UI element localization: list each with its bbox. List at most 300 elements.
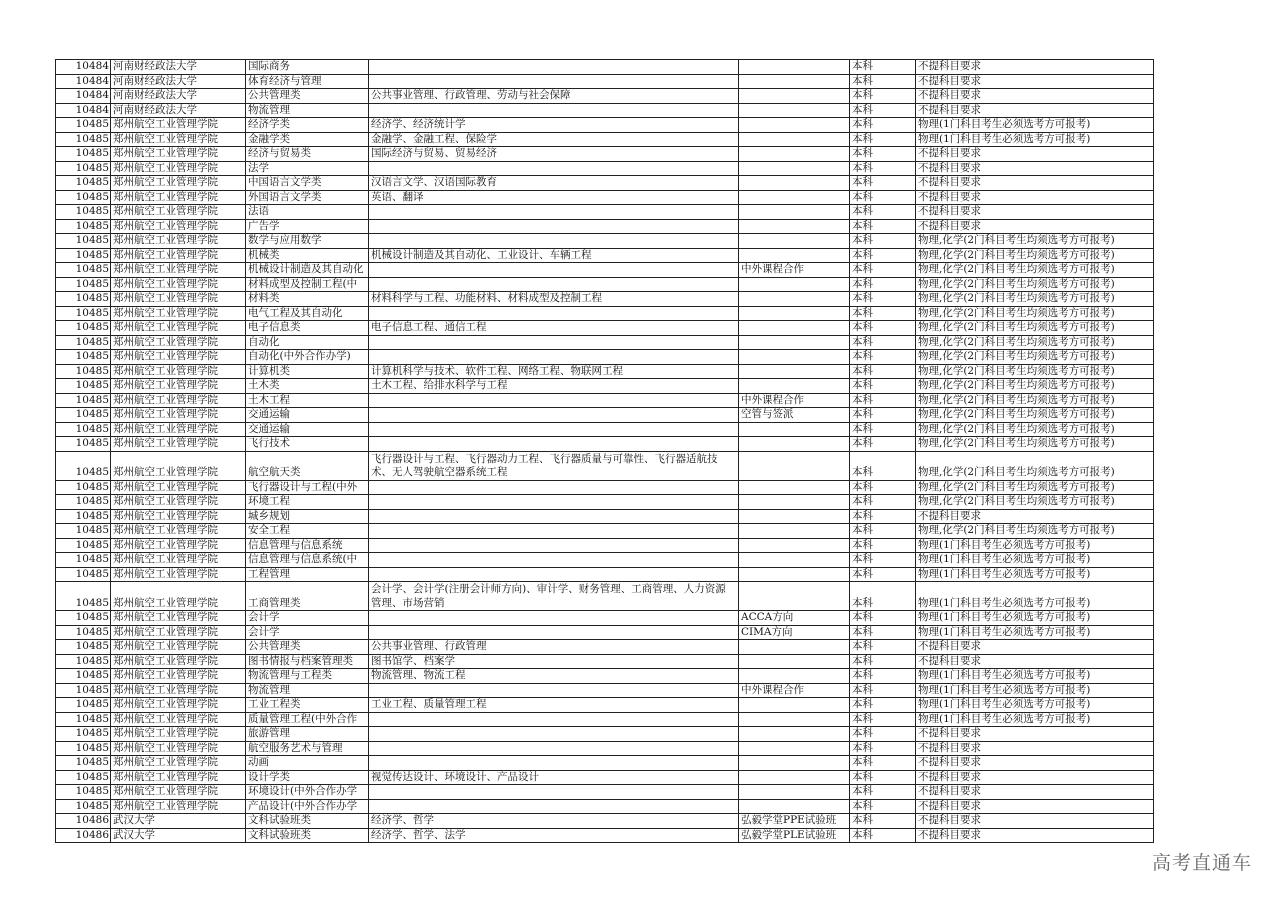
level-cell: 本科 [850, 756, 916, 771]
school-name-cell: 郑州航空工业管理学院 [111, 495, 246, 510]
level-cell: 本科 [850, 277, 916, 292]
school-code-cell: 10485 [56, 654, 111, 669]
level-cell: 本科 [850, 654, 916, 669]
subject-requirement-cell: 物理,化学(2门科目考生均须选考方可报考) [916, 393, 1154, 408]
school-code-cell: 10485 [56, 727, 111, 742]
subject-requirement-cell: 不提科目要求 [916, 161, 1154, 176]
major-name-cell: 电子信息类 [246, 321, 369, 336]
school-code-cell: 10485 [56, 422, 111, 437]
level-cell: 本科 [850, 741, 916, 756]
school-code-cell: 10485 [56, 698, 111, 713]
major-name-cell: 数学与应用数学 [246, 234, 369, 249]
table-row [56, 132, 1154, 147]
school-code-cell: 10485 [56, 147, 111, 162]
remark-cell: 中外课程合作 [739, 393, 850, 408]
remark-cell [739, 654, 850, 669]
school-code-cell: 10485 [56, 741, 111, 756]
school-code-cell: 10485 [56, 480, 111, 495]
remark-cell [739, 422, 850, 437]
subject-requirement-cell: 不提科目要求 [916, 60, 1154, 75]
school-code-cell: 10485 [56, 350, 111, 365]
school-code-cell: 10485 [56, 538, 111, 553]
level-cell: 本科 [850, 698, 916, 713]
major-name-cell: 体育经济与管理 [246, 74, 369, 89]
included-majors-cell [369, 524, 739, 539]
school-code-cell: 10485 [56, 770, 111, 785]
school-name-cell: 郑州航空工业管理学院 [111, 799, 246, 814]
school-code-cell: 10485 [56, 379, 111, 394]
subject-requirement-cell: 物理,化学(2门科目考生均须选考方可报考) [916, 234, 1154, 249]
included-majors-cell: 飞行器设计与工程、飞行器动力工程、飞行器质量与可靠性、飞行器适航技术、无人驾驶航空器系统工程 [369, 451, 739, 480]
school-name-cell: 郑州航空工业管理学院 [111, 524, 246, 539]
remark-cell [739, 437, 850, 452]
subject-requirement-cell: 物理(1门科目考生必须选考方可报考) [916, 118, 1154, 133]
remark-cell [739, 350, 850, 365]
school-name-cell: 郑州航空工业管理学院 [111, 205, 246, 220]
included-majors-cell [369, 567, 739, 582]
school-code-cell: 10485 [56, 161, 111, 176]
major-name-cell: 材料类 [246, 292, 369, 307]
table-row [56, 727, 1154, 742]
subject-requirement-cell: 不提科目要求 [916, 190, 1154, 205]
school-name-cell: 郑州航空工业管理学院 [111, 393, 246, 408]
school-name-cell: 郑州航空工业管理学院 [111, 321, 246, 336]
school-name-cell: 郑州航空工业管理学院 [111, 611, 246, 626]
major-name-cell: 电气工程及其自动化 [246, 306, 369, 321]
level-cell: 本科 [850, 524, 916, 539]
included-majors-cell: 土木工程、给排水科学与工程 [369, 379, 739, 394]
included-majors-cell [369, 553, 739, 568]
table-row [56, 408, 1154, 423]
school-code-cell: 10485 [56, 509, 111, 524]
remark-cell [739, 379, 850, 394]
included-majors-cell [369, 712, 739, 727]
level-cell: 本科 [850, 640, 916, 655]
major-name-cell: 机械类 [246, 248, 369, 263]
school-code-cell: 10485 [56, 277, 111, 292]
level-cell: 本科 [850, 132, 916, 147]
level-cell: 本科 [850, 89, 916, 104]
level-cell: 本科 [850, 306, 916, 321]
level-cell: 本科 [850, 234, 916, 249]
level-cell: 本科 [850, 263, 916, 278]
major-name-cell: 会计学 [246, 611, 369, 626]
subject-requirement-cell: 物理(1门科目考生必须选考方可报考) [916, 712, 1154, 727]
table-row [56, 654, 1154, 669]
included-majors-cell: 公共事业管理、行政管理 [369, 640, 739, 655]
included-majors-cell [369, 306, 739, 321]
subject-requirement-cell: 物理,化学(2门科目考生均须选考方可报考) [916, 248, 1154, 263]
remark-cell [739, 480, 850, 495]
table-row [56, 756, 1154, 771]
included-majors-cell [369, 205, 739, 220]
table-row [56, 611, 1154, 626]
table-row [56, 828, 1154, 843]
included-majors-cell [369, 480, 739, 495]
school-name-cell: 郑州航空工业管理学院 [111, 422, 246, 437]
included-majors-cell [369, 234, 739, 249]
table-row [56, 190, 1154, 205]
major-name-cell: 广告学 [246, 219, 369, 234]
level-cell: 本科 [850, 437, 916, 452]
subject-requirement-cell: 物理,化学(2门科目考生均须选考方可报考) [916, 263, 1154, 278]
remark-cell [739, 712, 850, 727]
remark-cell [739, 495, 850, 510]
remark-cell [739, 770, 850, 785]
school-name-cell: 郑州航空工业管理学院 [111, 480, 246, 495]
major-name-cell: 动画 [246, 756, 369, 771]
table-row [56, 480, 1154, 495]
subject-requirement-cell: 不提科目要求 [916, 176, 1154, 191]
table-row [56, 350, 1154, 365]
remark-cell: 中外课程合作 [739, 683, 850, 698]
level-cell: 本科 [850, 103, 916, 118]
subject-requirement-cell: 物理,化学(2门科目考生均须选考方可报考) [916, 524, 1154, 539]
remark-cell: ACCA方向 [739, 611, 850, 626]
included-majors-cell [369, 625, 739, 640]
table-row [56, 640, 1154, 655]
remark-cell [739, 321, 850, 336]
level-cell: 本科 [850, 799, 916, 814]
remark-cell [739, 205, 850, 220]
level-cell: 本科 [850, 74, 916, 89]
level-cell: 本科 [850, 683, 916, 698]
included-majors-cell [369, 538, 739, 553]
remark-cell [739, 785, 850, 800]
table-row [56, 553, 1154, 568]
subject-requirement-cell: 物理,化学(2门科目考生均须选考方可报考) [916, 408, 1154, 423]
included-majors-cell: 金融学、金融工程、保险学 [369, 132, 739, 147]
school-name-cell: 郑州航空工业管理学院 [111, 379, 246, 394]
remark-cell [739, 756, 850, 771]
table-row [56, 509, 1154, 524]
major-name-cell: 产品设计(中外合作办学 [246, 799, 369, 814]
remark-cell [739, 176, 850, 191]
level-cell: 本科 [850, 422, 916, 437]
level-cell: 本科 [850, 480, 916, 495]
subject-requirement-cell: 物理,化学(2门科目考生均须选考方可报考) [916, 321, 1154, 336]
subject-requirement-cell: 不提科目要求 [916, 799, 1154, 814]
included-majors-cell: 物流管理、物流工程 [369, 669, 739, 684]
school-name-cell: 郑州航空工业管理学院 [111, 567, 246, 582]
subject-requirement-cell: 物理(1门科目考生必须选考方可报考) [916, 625, 1154, 640]
table-row [56, 799, 1154, 814]
school-name-cell: 郑州航空工业管理学院 [111, 785, 246, 800]
subject-requirement-cell: 物理,化学(2门科目考生均须选考方可报考) [916, 364, 1154, 379]
major-name-cell: 旅游管理 [246, 727, 369, 742]
subject-requirement-cell: 不提科目要求 [916, 147, 1154, 162]
included-majors-cell: 图书馆学、档案学 [369, 654, 739, 669]
subject-requirement-cell: 物理,化学(2门科目考生均须选考方可报考) [916, 379, 1154, 394]
subject-requirement-cell: 物理(1门科目考生必须选考方可报考) [916, 132, 1154, 147]
major-name-cell: 法学 [246, 161, 369, 176]
major-name-cell: 中国语言文学类 [246, 176, 369, 191]
major-name-cell: 信息管理与信息系统 [246, 538, 369, 553]
major-name-cell: 经济与贸易类 [246, 147, 369, 162]
school-code-cell: 10485 [56, 640, 111, 655]
major-name-cell: 土木类 [246, 379, 369, 394]
major-name-cell: 质量管理工程(中外合作 [246, 712, 369, 727]
subject-requirement-cell: 物理,化学(2门科目考生均须选考方可报考) [916, 306, 1154, 321]
level-cell: 本科 [850, 350, 916, 365]
subject-requirement-cell: 不提科目要求 [916, 219, 1154, 234]
included-majors-cell [369, 727, 739, 742]
subject-requirement-cell: 物理,化学(2门科目考生均须选考方可报考) [916, 277, 1154, 292]
major-name-cell: 交通运输 [246, 408, 369, 423]
included-majors-cell: 计算机科学与技术、软件工程、网络工程、物联网工程 [369, 364, 739, 379]
school-code-cell: 10485 [56, 190, 111, 205]
school-name-cell: 郑州航空工业管理学院 [111, 277, 246, 292]
level-cell: 本科 [850, 248, 916, 263]
remark-cell [739, 89, 850, 104]
table-row [56, 741, 1154, 756]
level-cell: 本科 [850, 118, 916, 133]
table-row [56, 277, 1154, 292]
school-code-cell: 10485 [56, 219, 111, 234]
major-name-cell: 自动化(中外合作办学) [246, 350, 369, 365]
level-cell: 本科 [850, 770, 916, 785]
level-cell: 本科 [850, 582, 916, 611]
table-row [56, 814, 1154, 829]
subject-requirement-cell: 物理(1门科目考生必须选考方可报考) [916, 567, 1154, 582]
remark-cell [739, 553, 850, 568]
table-row [56, 147, 1154, 162]
school-code-cell: 10485 [56, 306, 111, 321]
table-row [56, 292, 1154, 307]
remark-cell [739, 60, 850, 75]
level-cell: 本科 [850, 205, 916, 220]
level-cell: 本科 [850, 828, 916, 843]
remark-cell [739, 147, 850, 162]
remark-cell [739, 306, 850, 321]
remark-cell [739, 118, 850, 133]
major-name-cell: 环境工程 [246, 495, 369, 510]
table-row [56, 538, 1154, 553]
school-code-cell: 10485 [56, 118, 111, 133]
remark-cell [739, 277, 850, 292]
major-name-cell: 物流管理 [246, 103, 369, 118]
remark-cell [739, 741, 850, 756]
included-majors-cell: 材料科学与工程、功能材料、材料成型及控制工程 [369, 292, 739, 307]
school-code-cell: 10485 [56, 669, 111, 684]
remark-cell [739, 538, 850, 553]
subject-requirement-cell: 物理,化学(2门科目考生均须选考方可报考) [916, 480, 1154, 495]
included-majors-cell: 视觉传达设计、环境设计、产品设计 [369, 770, 739, 785]
level-cell: 本科 [850, 814, 916, 829]
subject-requirement-cell: 物理(1门科目考生必须选考方可报考) [916, 683, 1154, 698]
school-name-cell: 郑州航空工业管理学院 [111, 509, 246, 524]
major-name-cell: 物流管理与工程类 [246, 669, 369, 684]
school-code-cell: 10485 [56, 785, 111, 800]
included-majors-cell: 公共事业管理、行政管理、劳动与社会保障 [369, 89, 739, 104]
school-code-cell: 10486 [56, 828, 111, 843]
watermark: 高考直通车 [1151, 852, 1252, 874]
school-name-cell: 郑州航空工业管理学院 [111, 292, 246, 307]
school-name-cell: 郑州航空工业管理学院 [111, 234, 246, 249]
level-cell: 本科 [850, 292, 916, 307]
table-row [56, 451, 1154, 480]
school-name-cell: 郑州航空工业管理学院 [111, 654, 246, 669]
subject-requirement-cell: 不提科目要求 [916, 756, 1154, 771]
school-code-cell: 10485 [56, 451, 111, 480]
subject-requirement-cell: 不提科目要求 [916, 74, 1154, 89]
major-name-cell: 交通运输 [246, 422, 369, 437]
major-name-cell: 工程管理 [246, 567, 369, 582]
school-code-cell: 10485 [56, 611, 111, 626]
school-name-cell: 河南财经政法大学 [111, 74, 246, 89]
level-cell: 本科 [850, 379, 916, 394]
remark-cell [739, 292, 850, 307]
level-cell: 本科 [850, 538, 916, 553]
school-name-cell: 河南财经政法大学 [111, 89, 246, 104]
school-code-cell: 10484 [56, 60, 111, 75]
subject-requirement-cell: 物理,化学(2门科目考生均须选考方可报考) [916, 451, 1154, 480]
table-row [56, 582, 1154, 611]
school-code-cell: 10485 [56, 756, 111, 771]
included-majors-cell: 经济学、哲学 [369, 814, 739, 829]
included-majors-cell [369, 683, 739, 698]
subject-requirement-cell: 物理(1门科目考生必须选考方可报考) [916, 669, 1154, 684]
school-name-cell: 郑州航空工业管理学院 [111, 147, 246, 162]
table-row [56, 379, 1154, 394]
school-code-cell: 10485 [56, 321, 111, 336]
level-cell: 本科 [850, 147, 916, 162]
major-name-cell: 飞行器设计与工程(中外 [246, 480, 369, 495]
remark-cell: CIMA方向 [739, 625, 850, 640]
included-majors-cell: 汉语言文学、汉语国际教育 [369, 176, 739, 191]
major-name-cell: 经济学类 [246, 118, 369, 133]
included-majors-cell: 英语、翻译 [369, 190, 739, 205]
subject-requirement-cell: 物理,化学(2门科目考生均须选考方可报考) [916, 422, 1154, 437]
school-code-cell: 10484 [56, 103, 111, 118]
school-code-cell: 10485 [56, 625, 111, 640]
included-majors-cell [369, 277, 739, 292]
admission-subject-table [55, 59, 1154, 843]
major-name-cell: 安全工程 [246, 524, 369, 539]
subject-requirement-cell: 不提科目要求 [916, 785, 1154, 800]
table-row [56, 422, 1154, 437]
major-name-cell: 法语 [246, 205, 369, 220]
subject-requirement-cell: 不提科目要求 [916, 509, 1154, 524]
subject-requirement-cell: 物理,化学(2门科目考生均须选考方可报考) [916, 292, 1154, 307]
included-majors-cell [369, 437, 739, 452]
school-code-cell: 10485 [56, 335, 111, 350]
included-majors-cell [369, 408, 739, 423]
school-name-cell: 郑州航空工业管理学院 [111, 712, 246, 727]
remark-cell: 弘毅学堂PLE试验班 [739, 828, 850, 843]
school-code-cell: 10485 [56, 393, 111, 408]
table-row [56, 234, 1154, 249]
remark-cell [739, 567, 850, 582]
school-code-cell: 10485 [56, 524, 111, 539]
table-row [56, 712, 1154, 727]
school-name-cell: 郑州航空工业管理学院 [111, 176, 246, 191]
subject-requirement-cell: 不提科目要求 [916, 770, 1154, 785]
table-row [56, 60, 1154, 75]
table-row [56, 625, 1154, 640]
included-majors-cell [369, 74, 739, 89]
remark-cell [739, 727, 850, 742]
table-row [56, 669, 1154, 684]
subject-requirement-cell: 不提科目要求 [916, 103, 1154, 118]
major-name-cell: 计算机类 [246, 364, 369, 379]
school-name-cell: 郑州航空工业管理学院 [111, 132, 246, 147]
included-majors-cell [369, 785, 739, 800]
remark-cell [739, 335, 850, 350]
remark-cell [739, 364, 850, 379]
school-name-cell: 郑州航空工业管理学院 [111, 727, 246, 742]
included-majors-cell [369, 741, 739, 756]
school-code-cell: 10485 [56, 683, 111, 698]
subject-requirement-cell: 不提科目要求 [916, 640, 1154, 655]
school-code-cell: 10484 [56, 74, 111, 89]
subject-requirement-cell: 物理(1门科目考生必须选考方可报考) [916, 553, 1154, 568]
table-row [56, 495, 1154, 510]
major-name-cell: 金融学类 [246, 132, 369, 147]
subject-requirement-cell: 物理,化学(2门科目考生均须选考方可报考) [916, 495, 1154, 510]
school-name-cell: 郑州航空工业管理学院 [111, 364, 246, 379]
school-name-cell: 郑州航空工业管理学院 [111, 683, 246, 698]
level-cell: 本科 [850, 190, 916, 205]
remark-cell [739, 669, 850, 684]
included-majors-cell: 经济学、经济统计学 [369, 118, 739, 133]
school-name-cell: 郑州航空工业管理学院 [111, 408, 246, 423]
remark-cell [739, 161, 850, 176]
school-code-cell: 10485 [56, 176, 111, 191]
remark-cell [739, 524, 850, 539]
level-cell: 本科 [850, 712, 916, 727]
table-row [56, 335, 1154, 350]
included-majors-cell [369, 263, 739, 278]
school-code-cell: 10485 [56, 263, 111, 278]
remark-cell [739, 74, 850, 89]
included-majors-cell [369, 756, 739, 771]
school-name-cell: 郑州航空工业管理学院 [111, 741, 246, 756]
subject-requirement-cell: 物理(1门科目考生必须选考方可报考) [916, 698, 1154, 713]
level-cell: 本科 [850, 364, 916, 379]
remark-cell [739, 190, 850, 205]
school-code-cell: 10484 [56, 89, 111, 104]
school-code-cell: 10485 [56, 495, 111, 510]
remark-cell [739, 234, 850, 249]
included-majors-cell [369, 495, 739, 510]
included-majors-cell [369, 335, 739, 350]
included-majors-cell [369, 350, 739, 365]
table-row [56, 118, 1154, 133]
table-row [56, 161, 1154, 176]
major-name-cell: 文科试验班类 [246, 814, 369, 829]
included-majors-cell: 国际经济与贸易、贸易经济 [369, 147, 739, 162]
remark-cell [739, 640, 850, 655]
school-code-cell: 10485 [56, 248, 111, 263]
remark-cell [739, 509, 850, 524]
school-name-cell: 郑州航空工业管理学院 [111, 640, 246, 655]
school-name-cell: 郑州航空工业管理学院 [111, 248, 246, 263]
table-row [56, 263, 1154, 278]
major-name-cell: 工业工程类 [246, 698, 369, 713]
remark-cell [739, 582, 850, 611]
table-row [56, 248, 1154, 263]
level-cell: 本科 [850, 509, 916, 524]
remark-cell [739, 799, 850, 814]
school-name-cell: 郑州航空工业管理学院 [111, 335, 246, 350]
major-name-cell: 飞行技术 [246, 437, 369, 452]
included-majors-cell [369, 393, 739, 408]
school-code-cell: 10485 [56, 799, 111, 814]
major-name-cell: 文科试验班类 [246, 828, 369, 843]
major-name-cell: 图书情报与档案管理类 [246, 654, 369, 669]
school-code-cell: 10485 [56, 364, 111, 379]
